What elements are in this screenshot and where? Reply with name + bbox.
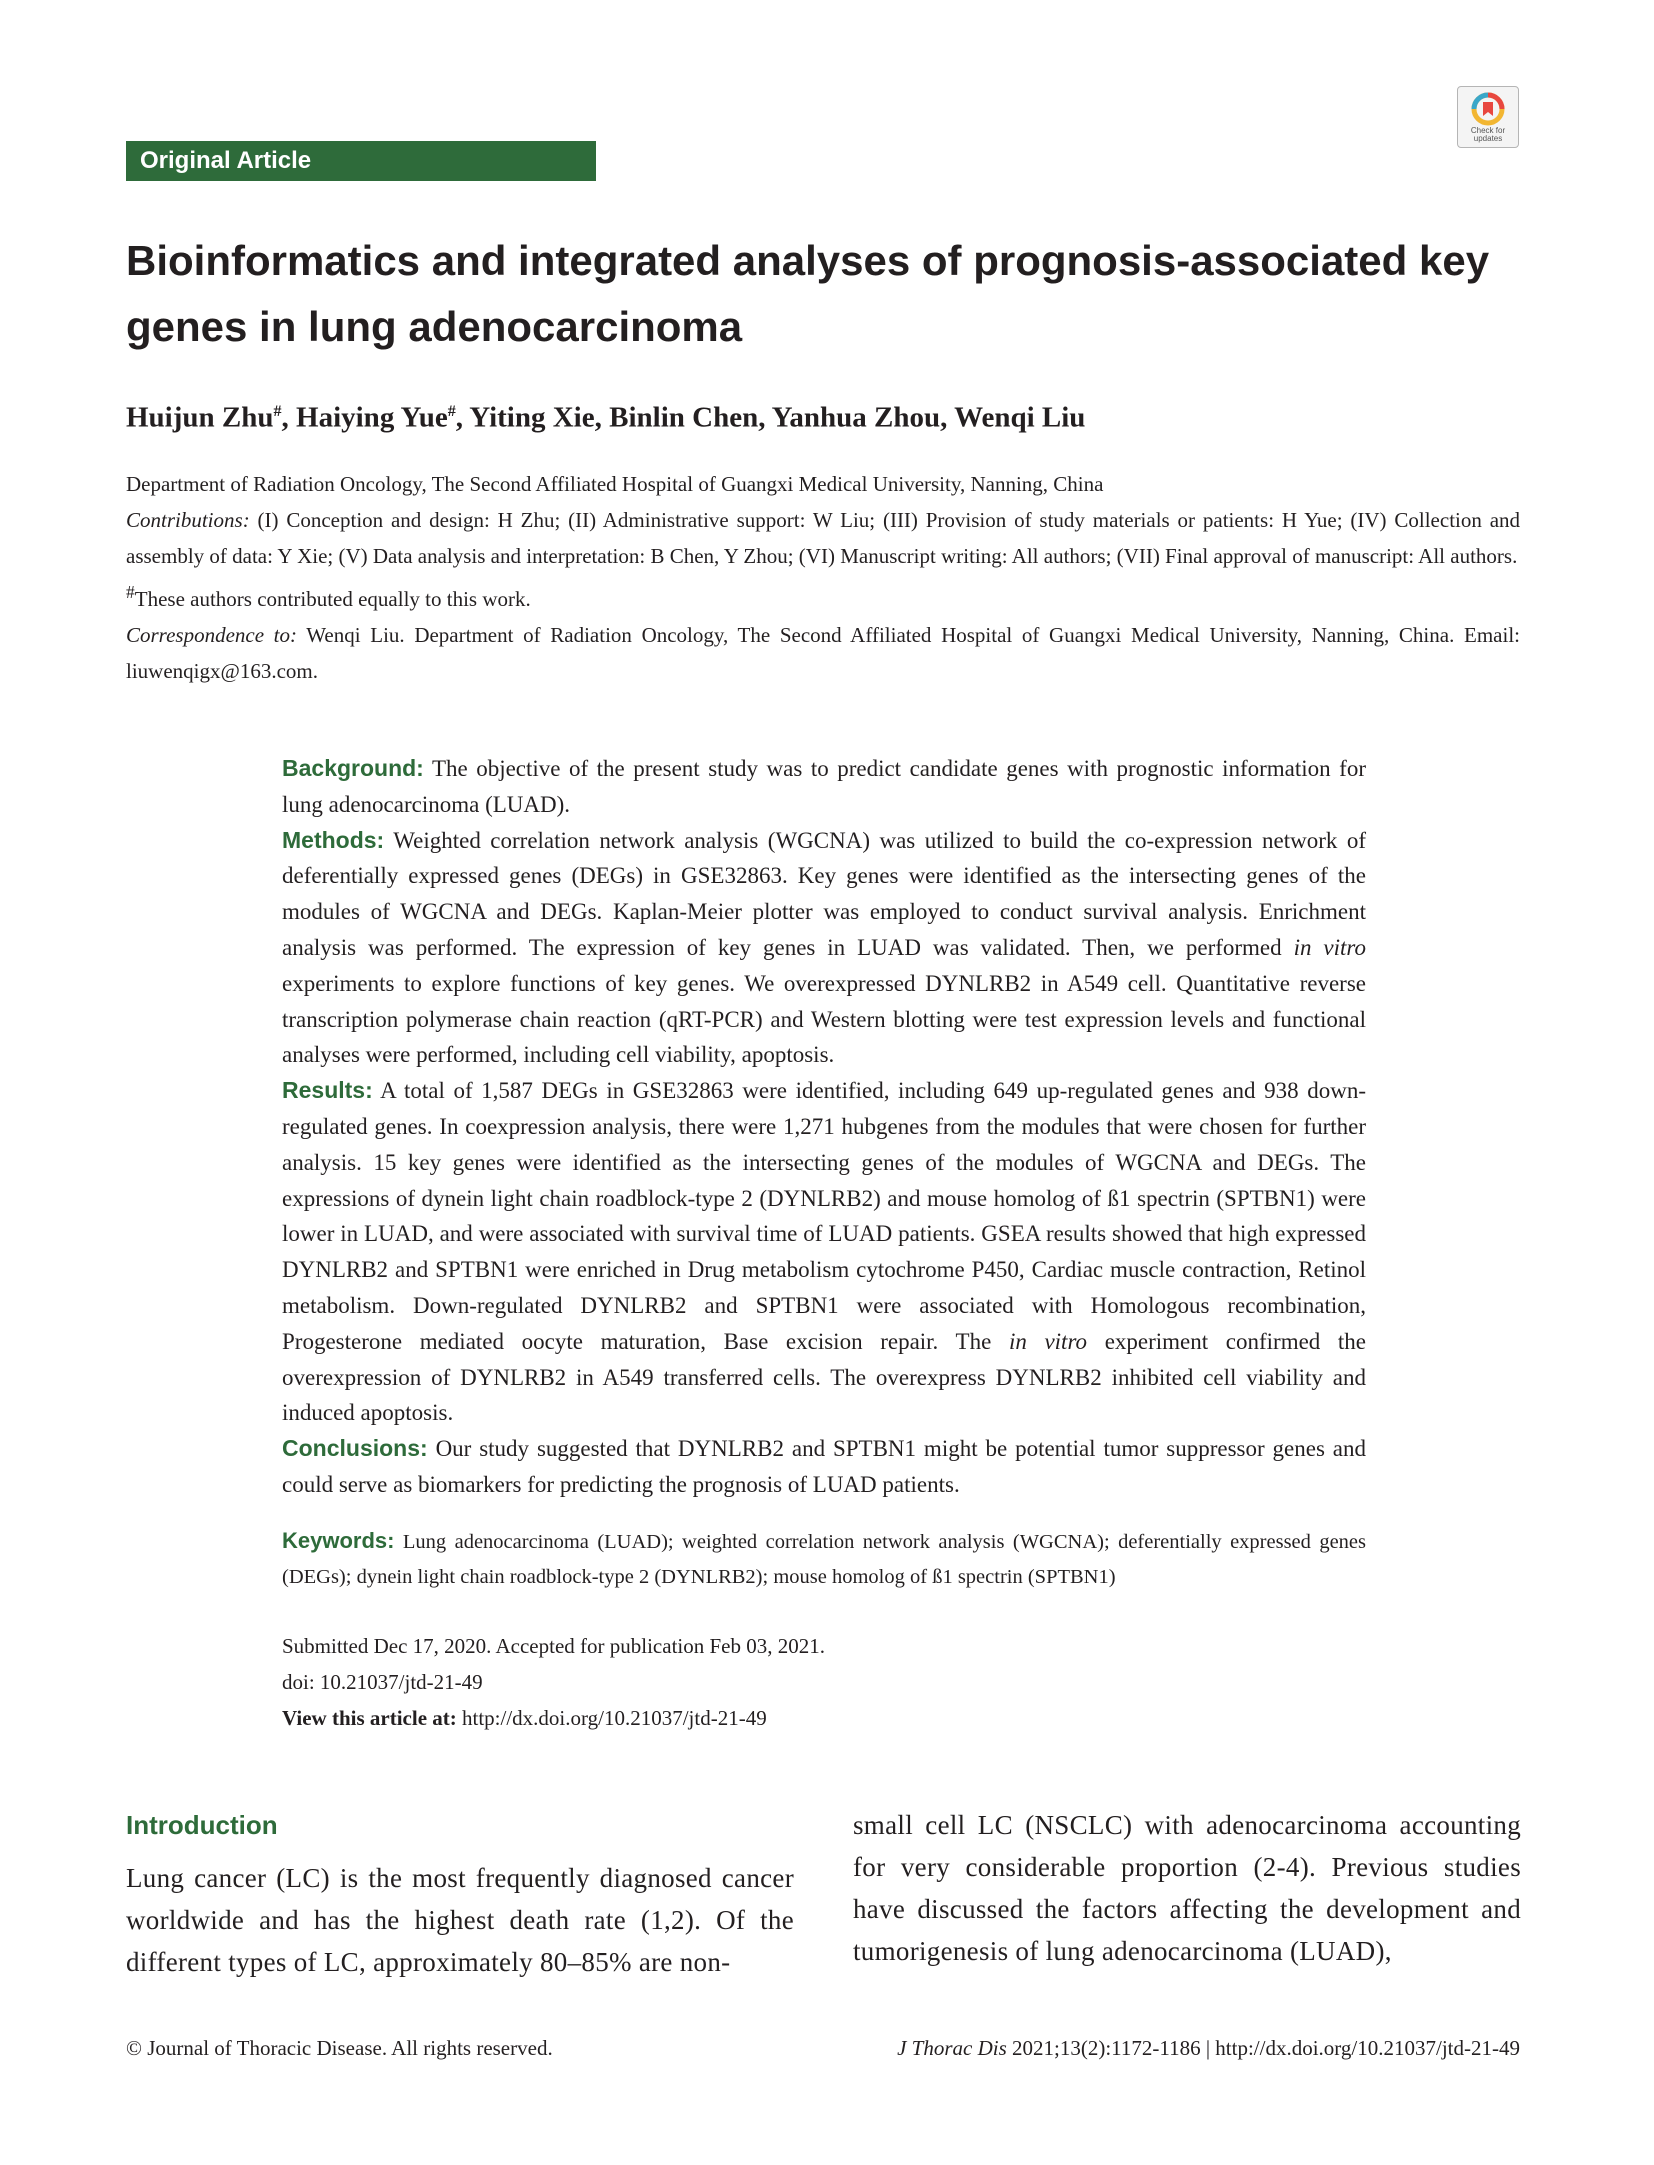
abstract-background: Background: The objective of the present study was to predict candidate genes with prognostic information for lung adenocarcinoma (LUAD). xyxy=(282,755,1366,817)
correspondence: Correspondence to: Wenqi Liu. Department of Radiation Oncology, The Second Affiliated Hospital of Guangxi Medical University, Nanning, China. Email: liuwenqigx@163.com. xyxy=(126,623,1520,683)
equal-contribution-mark: # xyxy=(273,403,282,420)
abstract-conclusions: Conclusions: Our study suggested that DYNLRB2 and SPTBN1 might be potential tumor suppressor genes and could serve as biomarkers for predicting the prognosis of LUAD patients. xyxy=(282,1435,1366,1497)
doi: doi: 10.21037/jtd-21-49 xyxy=(282,1670,483,1694)
publication-meta xyxy=(282,1628,1366,1736)
author-names-rest: Yiting Xie, Binlin Chen, Yanhua Zhou, Wenqi Liu xyxy=(469,401,1086,434)
equal-contribution-mark: # xyxy=(447,403,456,420)
abstract-results: Results: A total of 1,587 DEGs in GSE32863 were identified, including 649 up-regulated genes and 938 down-regulated genes. In coexpression analysis, there were 1,271 hubgenes from the modules that were chosen for further analysis. 15 key genes were identified as the intersecting genes of the modules of WGCNA and DEGs. The expressions of dynein light chain roadblock-type 2 (DYNLRB2) and mouse homolog of ß1 spectrin (SPTBN1) were lower in LUAD, and were associated with survival time of LUAD patients. GSEA results showed that high expressed DYNLRB2 and SPTBN1 were enriched in Drug metabolism cytochrome P450, Cardiac muscle contraction, Retinol metabolism. Down-regulated DYNLRB2 and SPTBN1 were associated with Homologous recombination, Progesterone mediated oocyte maturation, Base excision repair. The in vitro experiment confirmed the overexpression of DYNLRB2 in A549 transferred cells. The overexpress DYNLRB2 inhibited cell viability and induced apoptosis. xyxy=(282,1077,1367,1426)
citation-link[interactable]: 2021;13(2):1172-1186 | http://dx.doi.org/10.21037/jtd-21-49 xyxy=(1012,2036,1520,2060)
equal-contribution-note: #These authors contributed equally to this work. xyxy=(126,582,531,611)
copyright: © Journal of Thoracic Disease. All rights reserved. xyxy=(126,2036,553,2060)
author-info xyxy=(126,466,1520,689)
author-name: Haiying Yue xyxy=(296,401,448,434)
abstract xyxy=(282,751,1366,1503)
check-for-updates-label: Check for updates xyxy=(1470,126,1506,143)
affiliation: Department of Radiation Oncology, The Second Affiliated Hospital of Guangxi Medical University, Nanning, China xyxy=(126,472,1104,496)
body-text-column-right: small cell LC (NSCLC) with adenocarcinoma accounting for very considerable proportion (2-4). Previous studies have discussed the factors affecting the development and tumorigenesis of lung adenocarcinoma (LUAD), xyxy=(853,1810,1521,1966)
check-for-updates-button[interactable] xyxy=(1457,86,1519,148)
author-name: Huijun Zhu xyxy=(126,401,274,434)
article-type-badge: Original Article xyxy=(126,141,596,181)
section-heading-introduction: Introduction xyxy=(126,1810,278,1840)
keywords: Keywords: Lung adenocarcinoma (LUAD); weighted correlation network analysis (WGCNA); deferentially expressed genes (DEGs); dynein light chain roadblock-type 2 (DYNLRB2); mouse homolog of ß1 spectrin (SPTBN1) xyxy=(282,1528,1366,1588)
body-text-column-left: Lung cancer (LC) is the most frequently diagnosed cancer worldwide and has the highest death rate (1,2). Of the different types of LC, approximately 80–85% are non- xyxy=(126,1863,794,1977)
contributions: Contributions: (I) Conception and design: H Zhu; (II) Administrative support: W Liu; (III) Provision of study materials or patients: H Yue; (IV) Collection and assembly of data: Y Xie; (V) Data analysis and interpretation: B Chen, Y Zhou; (VI) Manuscript writing: All authors; (VII) Final approval of manuscript: All authors. xyxy=(126,508,1521,568)
submission-dates: Submitted Dec 17, 2020. Accepted for publication Feb 03, 2021. xyxy=(282,1634,825,1658)
check-for-updates-icon xyxy=(1471,92,1505,126)
article-title: Bioinformatics and integrated analyses of prognosis-associated key genes in lung adenocarcinoma xyxy=(126,237,1490,350)
journal-citation: J Thorac Dis 2021;13(2):1172-1186 | http://dx.doi.org/10.21037/jtd-21-49 xyxy=(897,2036,1520,2060)
abstract-methods: Methods: Weighted correlation network analysis (WGCNA) was utilized to build the co-expression network of deferentially expressed genes (DEGs) in GSE32863. Key genes were identified as the intersecting genes of the modules of WGCNA and DEGs. Kaplan-Meier plotter was employed to conduct survival analysis. Enrichment analysis was performed. The expression of key genes in LUAD was validated. Then, we performed in vitro experiments to explore functions of key genes. We overexpressed DYNLRB2 in A549 cell. Quantitative reverse transcription polymerase chain reaction (qRT-PCR) and Western blotting were test expression levels and functional analyses were performed, including cell viability, apoptosis. xyxy=(282,826,1366,1068)
article-link[interactable]: http://dx.doi.org/10.21037/jtd-21-49 xyxy=(462,1706,767,1730)
view-article: View this article at: http://dx.doi.org/10.21037/jtd-21-49 xyxy=(282,1706,767,1730)
author-list: Huijun Zhu#, Haiying Yue#, Yiting Xie, Binlin Chen, Yanhua Zhou, Wenqi Liu xyxy=(126,401,1086,434)
